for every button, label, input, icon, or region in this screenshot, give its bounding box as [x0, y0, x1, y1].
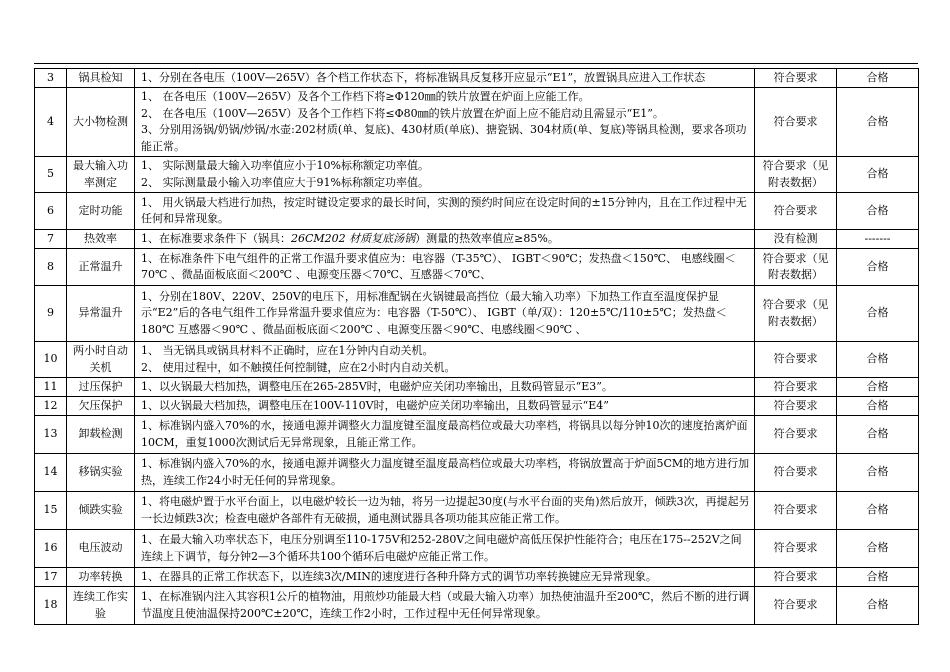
verdict: 符合要求 — [755, 416, 837, 454]
row-number: 5 — [35, 157, 67, 193]
test-item: 大小物检测 — [67, 88, 135, 157]
table-row — [35, 378, 919, 397]
requirement-line: 1、在标准条件下电气组件的正常工作温升要求值应为：电容器（T-35℃）、 IGBT＜90℃；发热盘＜150℃、 电感线圈＜70℃ 、微晶面板底面＜200℃ 、电源变压器＜70℃、互感器＜70℃、 — [141, 251, 736, 281]
table-row — [35, 88, 919, 157]
test-item: 过压保护 — [67, 378, 135, 397]
result: 合格 — [837, 397, 919, 416]
result: 合格 — [837, 157, 919, 193]
requirement-text: 1、在标准要求条件下（锅具： — [141, 231, 291, 245]
test-requirement — [135, 416, 755, 454]
test-item: 热效率 — [67, 230, 135, 249]
verdict: 符合要求 — [755, 530, 837, 568]
row-number: 16 — [35, 530, 67, 568]
result: 合格 — [837, 249, 919, 286]
result: 合格 — [837, 88, 919, 157]
test-item: 欠压保护 — [67, 397, 135, 416]
test-item: 两小时自动关机 — [67, 342, 135, 378]
requirement-line: 1、标准锅内盛入70%的水，接通电源并调整火力温度键至温度最高档位或最大功率档，将锅放置高于炉面5CM的地方进行加热，连续工作24小时无任何的异常现象。 — [141, 457, 750, 487]
test-requirement — [135, 88, 755, 157]
verdict: 符合要求 — [755, 397, 837, 416]
test-item: 连续工作实验 — [67, 587, 135, 625]
table-row — [35, 454, 919, 492]
table-row — [35, 157, 919, 193]
requirement-line: 2、 实际测量最小输入功率值应大于91%标称额定功率值。 — [141, 175, 429, 189]
row-number: 14 — [35, 454, 67, 492]
verdict: 符合要求 — [755, 492, 837, 530]
test-item: 功率转换 — [67, 568, 135, 587]
test-item: 锅具检知 — [67, 69, 135, 88]
result: 合格 — [837, 286, 919, 342]
requirement-line: 1、标准锅内盛入70%的水，接通电源并调整火力温度键至温度最高档位或最大功率档，将锅具以每分钟10次的速度抬离炉面10CM，重复1000次测试后无异常现象，且能正常工作。 — [141, 419, 748, 449]
table-row — [35, 286, 919, 342]
row-number: 11 — [35, 378, 67, 397]
verdict: 符合要求（见附表数据） — [755, 286, 837, 342]
test-item: 正常温升 — [67, 249, 135, 286]
verdict: 没有检测 — [755, 230, 837, 249]
verdict: 符合要求 — [755, 342, 837, 378]
table-row — [35, 230, 919, 249]
test-requirement — [135, 286, 755, 342]
requirement-line: 3、分别用汤锅/奶锅/炒锅/水壶:202材质(单、复底)、430材质(单底)、搪瓷锅、304材质(单、复底)等锅具检测，要求各项功能正常。 — [141, 123, 747, 153]
test-requirement — [135, 568, 755, 587]
row-number: 6 — [35, 193, 67, 230]
table-row — [35, 397, 919, 416]
requirement-line: 1、分别在180V、220V、250V的电压下，用标准配锅在火锅键最高挡位（最大输入功率）下加热工作直至温度保护显示“E2”后的各电气组件工作异常温升要求值应为：电容器（T-50℃）、 IGBT（单/双）：120±5℃/110±5℃；发热盘＜180℃ 互感器＜90℃ 、微晶面板底面＜200℃ 、电源变压器＜90℃、电感线圈＜90℃ 、 — [141, 289, 727, 336]
verdict: 符合要求 — [755, 88, 837, 157]
row-number: 17 — [35, 568, 67, 587]
verdict: 符合要求 — [755, 568, 837, 587]
test-requirement — [135, 342, 755, 378]
row-number: 18 — [35, 587, 67, 625]
test-results-table — [34, 68, 919, 625]
test-requirement — [135, 69, 755, 88]
verdict: 符合要求 — [755, 69, 837, 88]
requirement-line — [141, 231, 750, 248]
result: 合格 — [837, 530, 919, 568]
requirement-line: 2、 在各电压（100V—265V）及各个工作档下将≤Φ80㎜的铁片放置在炉面上应不能启动且需显示“E1”。 — [141, 106, 664, 120]
test-requirement — [135, 397, 755, 416]
requirement-line: 1、 当无锅具或锅具材料不正确时，应在1分钟内自动关机。 — [141, 344, 434, 357]
verdict: 符合要求 — [755, 378, 837, 397]
result: 合格 — [837, 342, 919, 378]
row-number: 7 — [35, 230, 67, 249]
requirement-text: ）测量的热效率值应≥85%。 — [415, 231, 559, 245]
table-row — [35, 530, 919, 568]
result: 合格 — [837, 587, 919, 625]
result: 合格 — [837, 454, 919, 492]
test-requirement — [135, 249, 755, 286]
result: 合格 — [837, 193, 919, 230]
requirement-line: 1、 用火锅最大档进行加热，按定时键设定要求的最长时间，实测的预约时间应在设定时间的±15分钟内，且在工作过程中无任何和异常现象。 — [141, 195, 747, 225]
table-row — [35, 416, 919, 454]
table-row — [35, 193, 919, 230]
table-row — [35, 249, 919, 286]
verdict: 符合要求 — [755, 587, 837, 625]
requirement-line: 1、将电磁炉置于水平台面上，以电磁炉较长一边为轴，将另一边提起30度(与水平台面的夹角)然后放开，倾跌3次，再提起另一长边倾跌3次；检查电磁炉各部件有无破损，通电测试器具各项功能其应能正常工作。 — [141, 495, 750, 525]
requirement-line: 1、 在各电压（100V—265V）及各个工作档下将≥Φ120㎜的铁片放置在炉面上应能工作。 — [141, 90, 590, 103]
header-rule — [34, 63, 918, 64]
requirement-line: 1、在标准锅内注入其容积1公斤的植物油，用煎炒功能最大档（或最大输入功率）加热使油温升至200℃，然后不断的进行调节温度且使油温保持200℃±20℃，连续工作2小时，工作过程中无任何异常现象。 — [141, 590, 750, 620]
test-item: 定时功能 — [67, 193, 135, 230]
test-requirement — [135, 157, 755, 193]
table-row — [35, 69, 919, 88]
test-requirement — [135, 530, 755, 568]
cookware-spec: 26CM202 材质复底汤锅 — [291, 231, 416, 245]
row-number: 10 — [35, 342, 67, 378]
requirement-line: 1、以火锅最大档加热，调整电压在100V-110V时，电磁炉应关闭功率输出，且数码管显示“E4” — [141, 398, 609, 412]
result: ------- — [837, 230, 919, 249]
table-row — [35, 492, 919, 530]
row-number: 8 — [35, 249, 67, 286]
verdict: 符合要求 — [755, 193, 837, 230]
result: 合格 — [837, 378, 919, 397]
result: 合格 — [837, 568, 919, 587]
test-item: 移锅实验 — [67, 454, 135, 492]
test-requirement — [135, 454, 755, 492]
row-number: 15 — [35, 492, 67, 530]
table-row — [35, 568, 919, 587]
row-number: 12 — [35, 397, 67, 416]
result: 合格 — [837, 416, 919, 454]
test-requirement — [135, 492, 755, 530]
table-row — [35, 587, 919, 625]
result: 合格 — [837, 69, 919, 88]
requirement-line: 2、 使用过程中，如不触摸任何控制键，应在2小时内自动关机。 — [141, 360, 456, 374]
requirement-line: 1、以火锅最大档加热，调整电压在265-285V时，电磁炉应关闭功率输出，且数码管显示“E3”。 — [141, 379, 613, 393]
result: 合格 — [837, 492, 919, 530]
requirement-line: 1、在最大输入功率状态下，电压分别调至110-175V和252-280V之间电磁炉高低压保护性能符合；电压在175--252V之间连续上下调节，每分钟2—3个循环共100个循环后电磁炉应能正常工作。 — [141, 533, 742, 563]
requirement-line: 1、 实际测量最大输入功率值应小于10%标称额定功率值。 — [141, 159, 429, 172]
test-requirement — [135, 193, 755, 230]
row-number: 13 — [35, 416, 67, 454]
test-item: 异常温升 — [67, 286, 135, 342]
row-number: 4 — [35, 88, 67, 157]
requirement-line: 1、分别在各电压（100V—265V）各个档工作状态下，将标准锅具反复移开应显示“E1”，放置锅具应进入工作状态 — [141, 70, 706, 84]
test-item: 最大输入功率测定 — [67, 157, 135, 193]
row-number: 3 — [35, 69, 67, 88]
row-number: 9 — [35, 286, 67, 342]
test-item: 倾跌实验 — [67, 492, 135, 530]
verdict: 符合要求（见附表数据） — [755, 249, 837, 286]
test-requirement — [135, 230, 755, 249]
requirement-line: 1、在器具的正常工作状态下，以连续3次/MIN的速度进行各种升降方式的调节功率转换键应无异常现象。 — [141, 569, 657, 583]
test-requirement — [135, 378, 755, 397]
verdict: 符合要求（见附表数据） — [755, 157, 837, 193]
test-item: 卸载检测 — [67, 416, 135, 454]
test-item: 电压波动 — [67, 530, 135, 568]
table-row — [35, 342, 919, 378]
verdict: 符合要求 — [755, 454, 837, 492]
test-requirement — [135, 587, 755, 625]
